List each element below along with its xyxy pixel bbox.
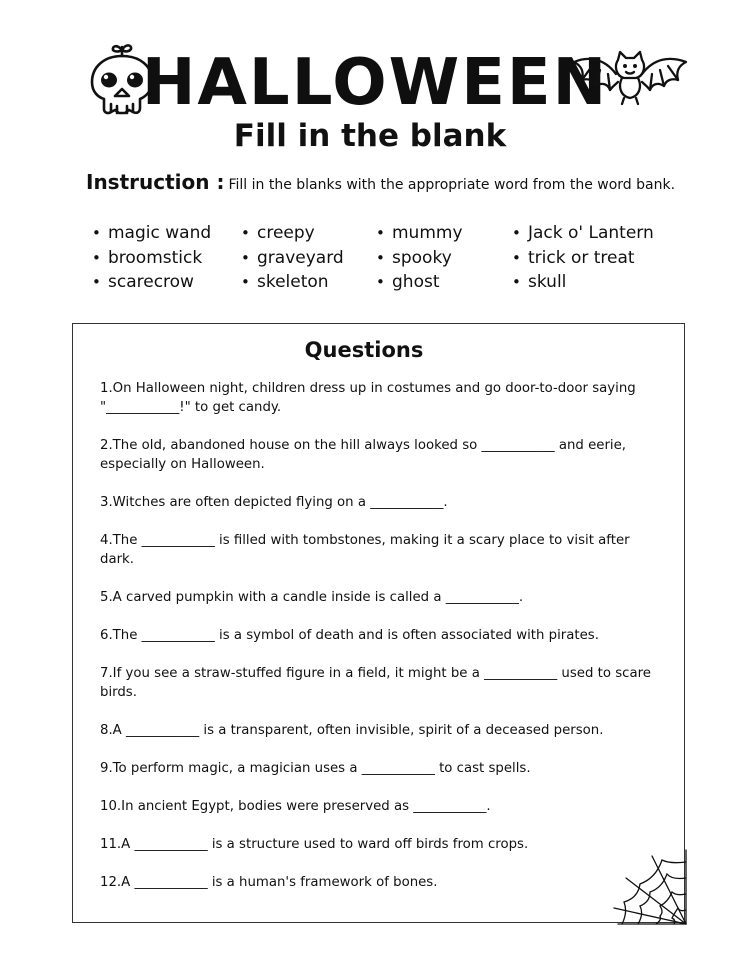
word-bank-item: • mummy bbox=[376, 221, 463, 246]
word-bank-column-2 bbox=[241, 221, 344, 295]
instruction bbox=[86, 168, 706, 199]
word-bank-item: • scarecrow bbox=[92, 270, 211, 295]
word-bank-item: • skeleton bbox=[241, 270, 344, 295]
word-bank-item: • magic wand bbox=[92, 221, 211, 246]
question-8: 8.A ___________ is a transparent, often invisible, spirit of a deceased person. bbox=[100, 723, 604, 738]
bat-icon bbox=[572, 50, 688, 114]
spider-web-icon bbox=[612, 848, 688, 926]
question-2: 2.The old, abandoned house on the hill always looked so ___________ and eerie, especially on Halloween. bbox=[100, 438, 627, 472]
instruction-text: Fill in the blanks with the appropriate word from the word bank. bbox=[228, 177, 676, 193]
question-12: 12.A ___________ is a human's framework of bones. bbox=[100, 875, 438, 890]
questions-box bbox=[72, 323, 685, 923]
word-bank-item: • spooky bbox=[376, 246, 463, 271]
word-bank-column-4 bbox=[512, 221, 654, 295]
question-11: 11.A ___________ is a structure used to ward off birds from crops. bbox=[100, 837, 529, 852]
question-7: 7.If you see a straw-stuffed figure in a field, it might be a ___________ used to scare birds. bbox=[100, 666, 651, 700]
word-bank-item: • graveyard bbox=[241, 246, 344, 271]
word-bank-column-1 bbox=[92, 221, 211, 295]
word-bank-item: • Jack o' Lantern bbox=[512, 221, 654, 246]
word-bank-item: • creepy bbox=[241, 221, 344, 246]
word-bank-column-3 bbox=[376, 221, 463, 295]
word-bank-item: • broomstick bbox=[92, 246, 211, 271]
word-bank-item: • skull bbox=[512, 270, 654, 295]
page-title: HALLOWEEN bbox=[141, 46, 609, 120]
question-1: 1.On Halloween night, children dress up in costumes and go door-to-door saying "___________!" to get candy. bbox=[100, 381, 636, 415]
word-bank-item: • trick or treat bbox=[512, 246, 654, 271]
instruction-label: Instruction : bbox=[86, 170, 225, 194]
questions-title: Questions bbox=[304, 338, 424, 362]
word-bank-item: • ghost bbox=[376, 270, 463, 295]
question-9: 9.To perform magic, a magician uses a ___________ to cast spells. bbox=[100, 761, 531, 776]
question-3: 3.Witches are often depicted flying on a ___________. bbox=[100, 495, 448, 510]
question-5: 5.A carved pumpkin with a candle inside is called a ___________. bbox=[100, 590, 524, 605]
question-10: 10.In ancient Egypt, bodies were preserved as ___________. bbox=[100, 799, 491, 814]
question-6: 6.The ___________ is a symbol of death and is often associated with pirates. bbox=[100, 628, 599, 643]
question-4: 4.The ___________ is filled with tombstones, making it a scary place to visit after dark. bbox=[100, 533, 630, 567]
worksheet-subtitle: Fill in the blank bbox=[233, 118, 507, 154]
